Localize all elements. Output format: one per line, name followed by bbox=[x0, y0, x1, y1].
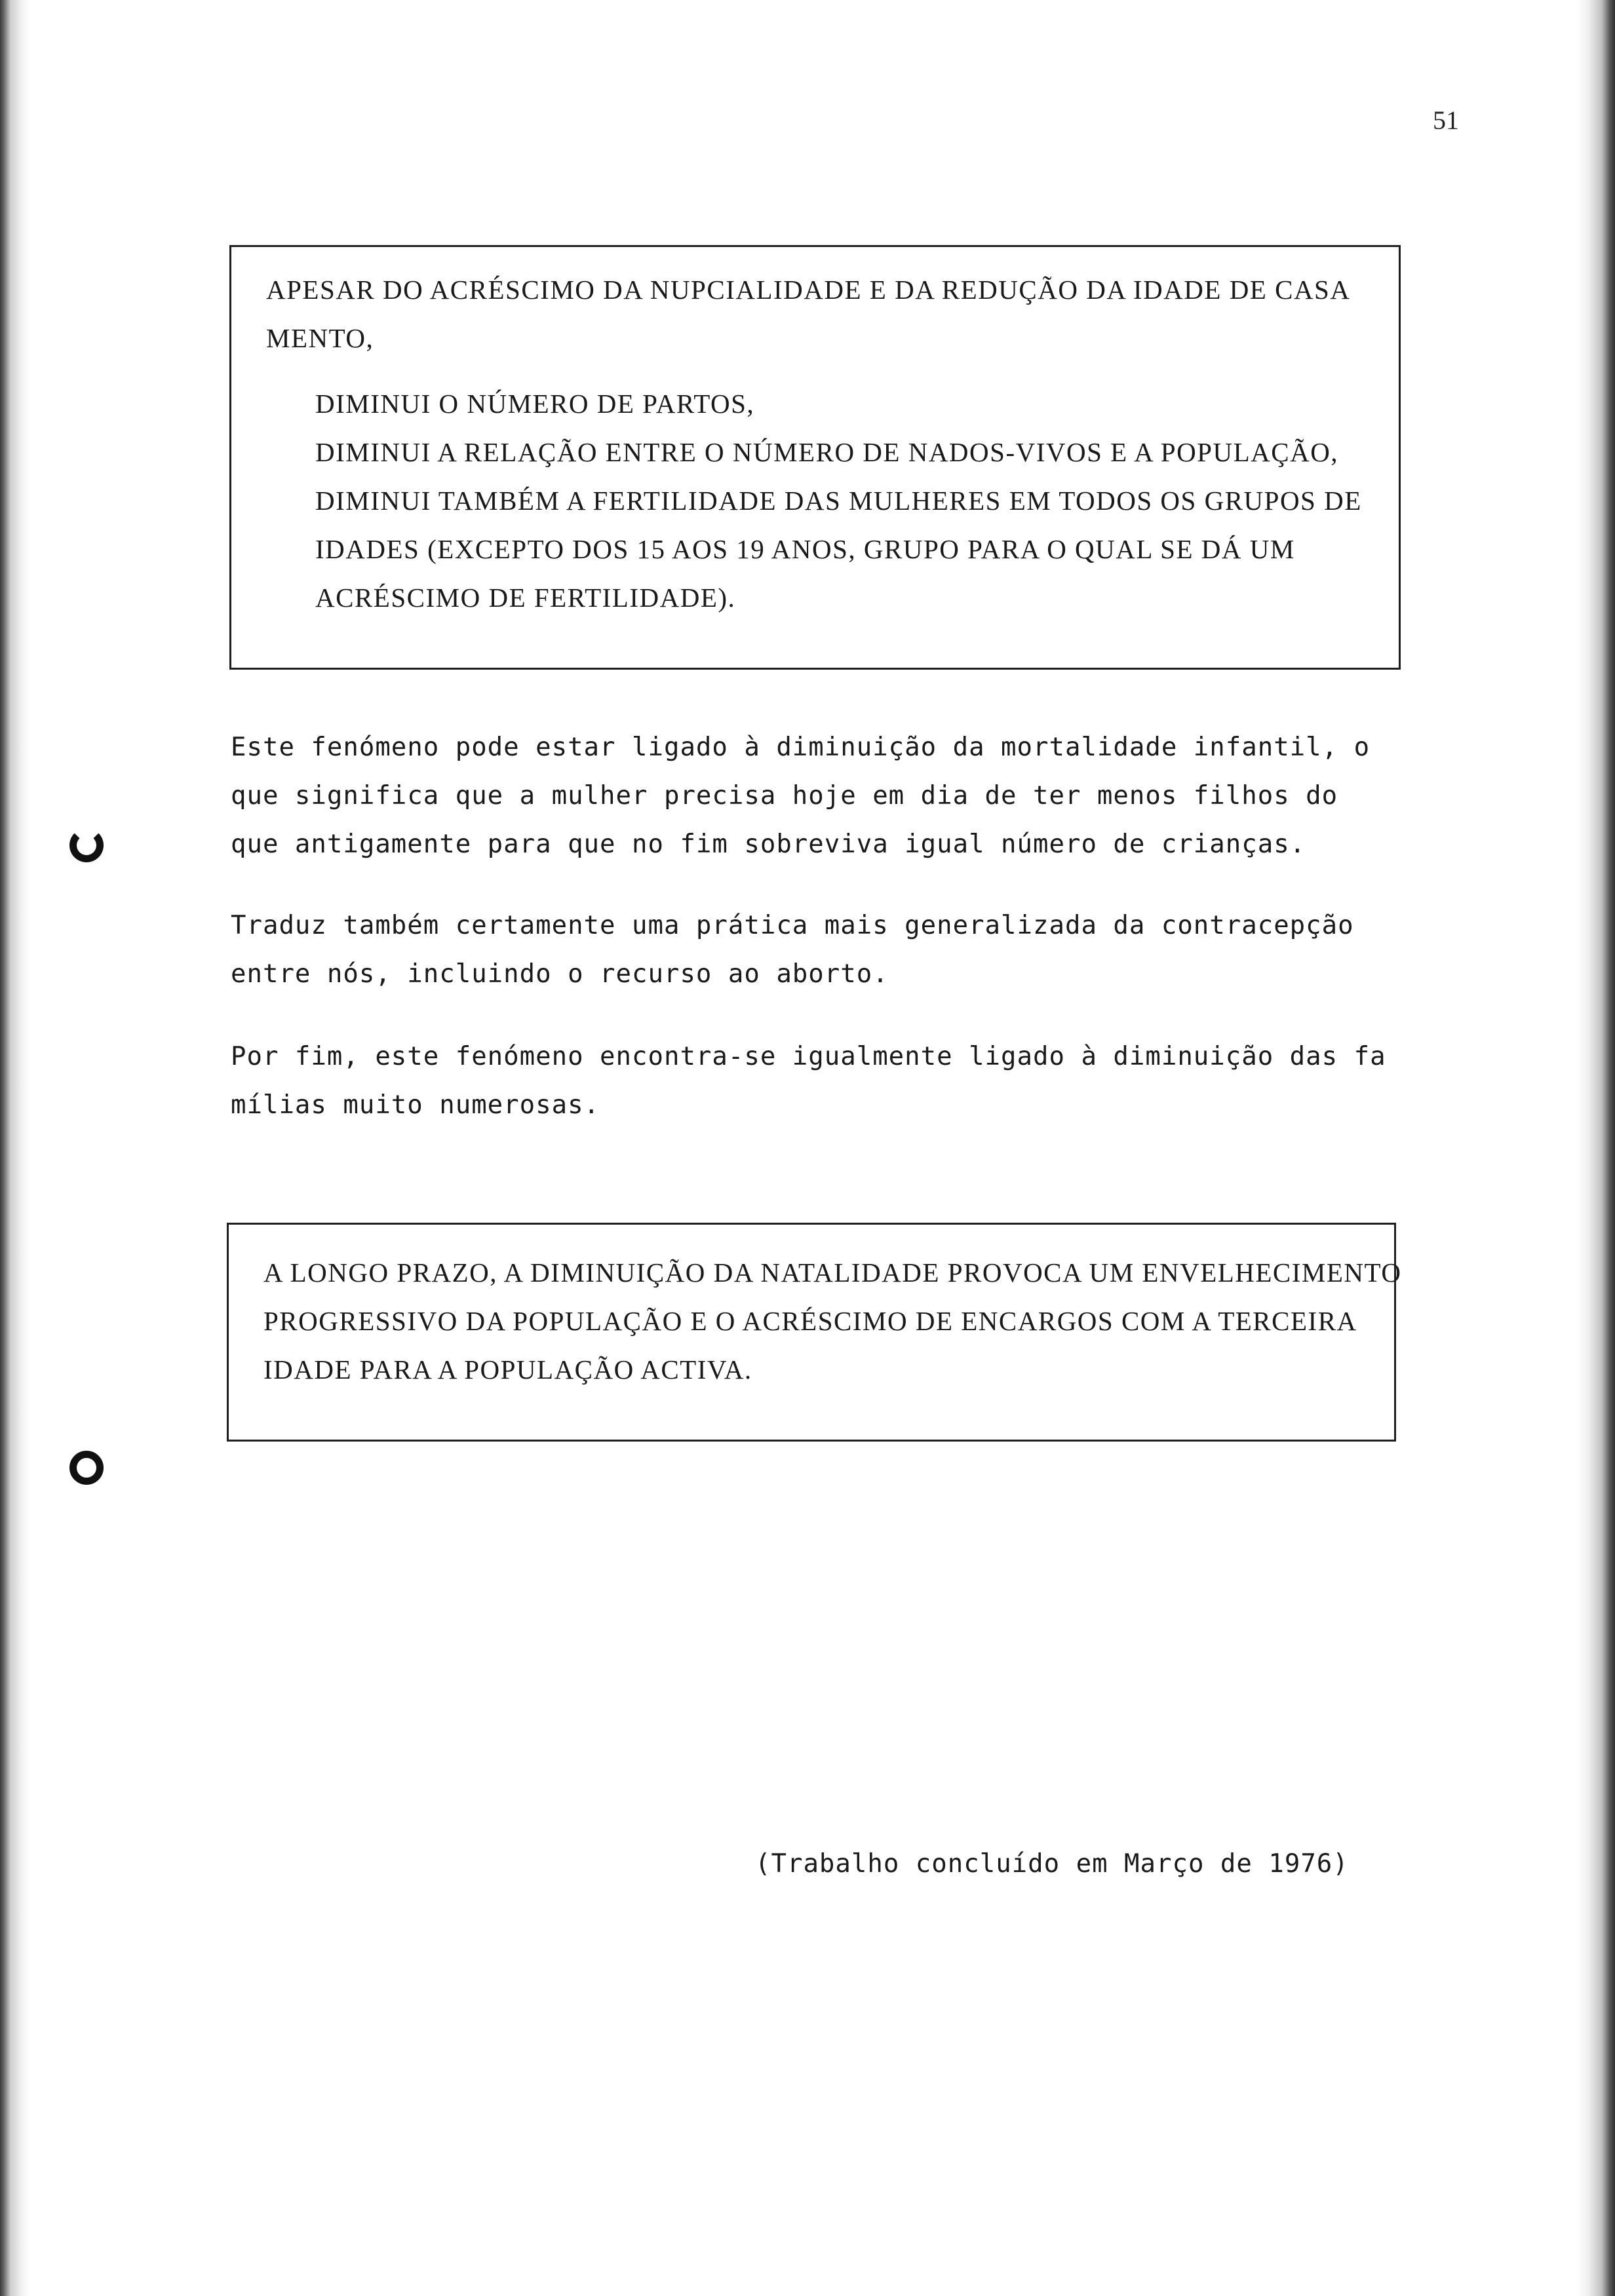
paragraph-1-line: Este fenómeno pode estar ligado à diminuição da mortalidade infantil, o bbox=[231, 733, 1371, 762]
completion-note: (Trabalho concluído em Março de 1976) bbox=[755, 1849, 1349, 1879]
binder-hole-icon bbox=[69, 828, 104, 862]
box1-line: APESAR DO ACRÉSCIMO DA NUPCIALIDADE E DA REDUÇÃO DA IDADE DE CASA bbox=[266, 275, 1351, 305]
page-number: 51 bbox=[1433, 105, 1459, 135]
paragraph-2-line: Traduz também certamente uma prática mais generalizada da contracepção bbox=[231, 911, 1354, 940]
page-edge-left bbox=[0, 0, 30, 2296]
box1-line: MENTO, bbox=[266, 323, 374, 353]
box2-line: PROGRESSIVO DA POPULAÇÃO E O ACRÉSCIMO DE ENCARGOS COM A TERCEIRA bbox=[263, 1306, 1357, 1336]
box1-line: DIMINUI O NÚMERO DE PARTOS, bbox=[315, 389, 755, 419]
page-edge-right bbox=[1577, 0, 1615, 2296]
paragraph-1-line: que significa que a mulher precisa hoje em dia de ter menos filhos do bbox=[231, 781, 1338, 811]
box2-line: A LONGO PRAZO, A DIMINUIÇÃO DA NATALIDADE PROVOCA UM ENVELHECIMENTO bbox=[263, 1257, 1402, 1288]
box1-line: IDADES (EXCEPTO DOS 15 AOS 19 ANOS, GRUPO PARA O QUAL SE DÁ UM bbox=[315, 534, 1295, 564]
paragraph-3-line: Por fim, este fenómeno encontra-se igualmente ligado à diminuição das fa bbox=[231, 1042, 1386, 1071]
box1-line: ACRÉSCIMO DE FERTILIDADE). bbox=[315, 583, 736, 613]
paragraph-2-line: entre nós, incluindo o recurso ao aborto. bbox=[231, 959, 889, 989]
box1-line: DIMINUI A RELAÇÃO ENTRE O NÚMERO DE NADOS-VIVOS E A POPULAÇÃO, bbox=[315, 437, 1339, 467]
paragraph-3-line: mílias muito numerosas. bbox=[231, 1090, 600, 1120]
paragraph-1-line: que antigamente para que no fim sobreviva igual número de crianças. bbox=[231, 830, 1306, 859]
box2-line: IDADE PARA A POPULAÇÃO ACTIVA. bbox=[263, 1354, 752, 1385]
box1-line: DIMINUI TAMBÉM A FERTILIDADE DAS MULHERES EM TODOS OS GRUPOS DE bbox=[315, 486, 1362, 516]
binder-hole-icon bbox=[69, 1451, 104, 1485]
